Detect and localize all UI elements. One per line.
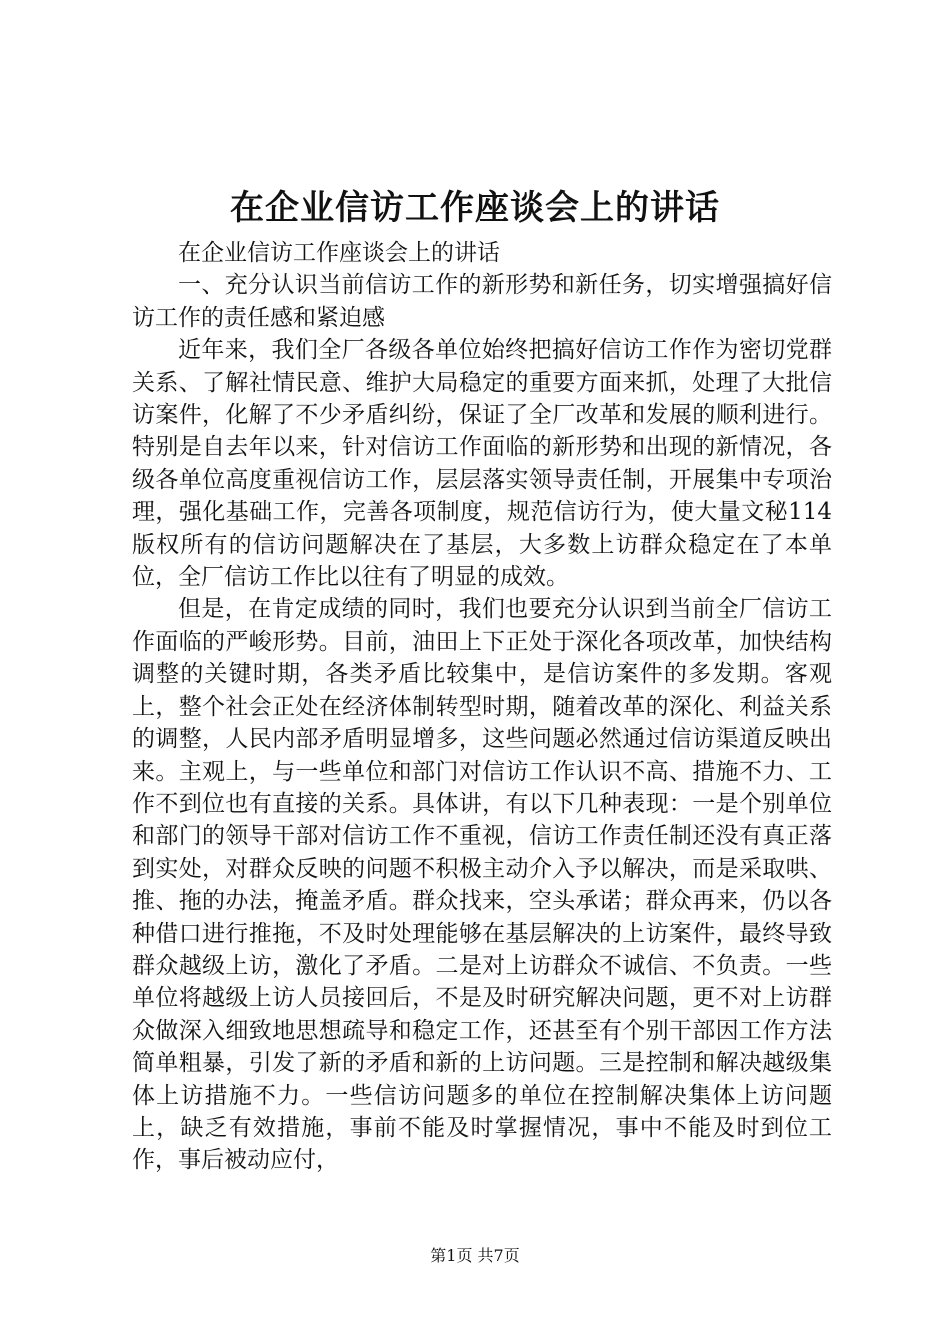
paragraph-section-heading: 一、充分认识当前信访工作的新形势和新任务，切实增强搞好信访工作的责任感和紧迫感: [132, 272, 832, 331]
paragraph-challenges: 但是，在肯定成绩的同时，我们也要充分认识到当前全厂信访工作面临的严峻形势。目前，油田上下正处于深化各项改革，加快结构调整的关键时期，各类矛盾比较集中，是信访案件的多发期。客观上，整个社会正处在经济体制转型时期，随着改革的深化、利益关系的调整，人民内部矛盾明显增多，这些问题必然通过信访渠道反映出来。主观上，与一些单位和部门对信访工作认识不高、措施不力、工作不到位也有直接的关系。具体讲，有以下几种表现：一是个别单位和部门的领导干部对信访工作不重视，信访工作责任制还没有真正落到实处，对群众反映的问题不积极主动介入予以解决，而是采取哄、推、拖的办法，掩盖矛盾。群众找来，空头承诺；群众再来，仍以各种借口进行推拖，不及时处理能够在基层解决的上访案件，最终导致群众越级上访，激化了矛盾。二是对上访群众不诚信、不负责。一些单位将越级上访人员接回后，不是及时研究解决问题，更不对上访群众做深入细致地思想疏导和稳定工作，还甚至有个别干部因工作方法简单粗暴，引发了新的矛盾和新的上访问题。三是控制和解决越级集体上访措施不力。一些信访问题多的单位在控制解决集体上访问题上，缺乏有效措施，事前不能及时掌握情况，事中不能及时到位工作，事后被动应付，: [132, 596, 832, 1174]
page-number: 第1页 共7页: [430, 1246, 520, 1265]
document-title: 在企业信访工作座谈会上的讲话: [230, 188, 720, 228]
paragraph-achievements: 近年来，我们全厂各级各单位始终把搞好信访工作作为密切党群关系、了解社情民意、维护大局稳定的重要方面来抓，处理了大批信访案件，化解了不少矛盾纠纷，保证了全厂改革和发展的顺利进行。特别是自去年以来，针对信访工作面临的新形势和出现的新情况，各级各单位高度重视信访工作，层层落实领导责任制，开展集中专项治理，强化基础工作，完善各项制度，规范信访行为，使大量文秘114版权所有的信访问题解决在了基层，大多数上访群众稳定在了本单位，全厂信访工作比以往有了明显的成效。: [132, 337, 832, 591]
paragraph-subtitle: 在企业信访工作座谈会上的讲话: [178, 240, 500, 266]
document-body: [132, 237, 832, 1177]
